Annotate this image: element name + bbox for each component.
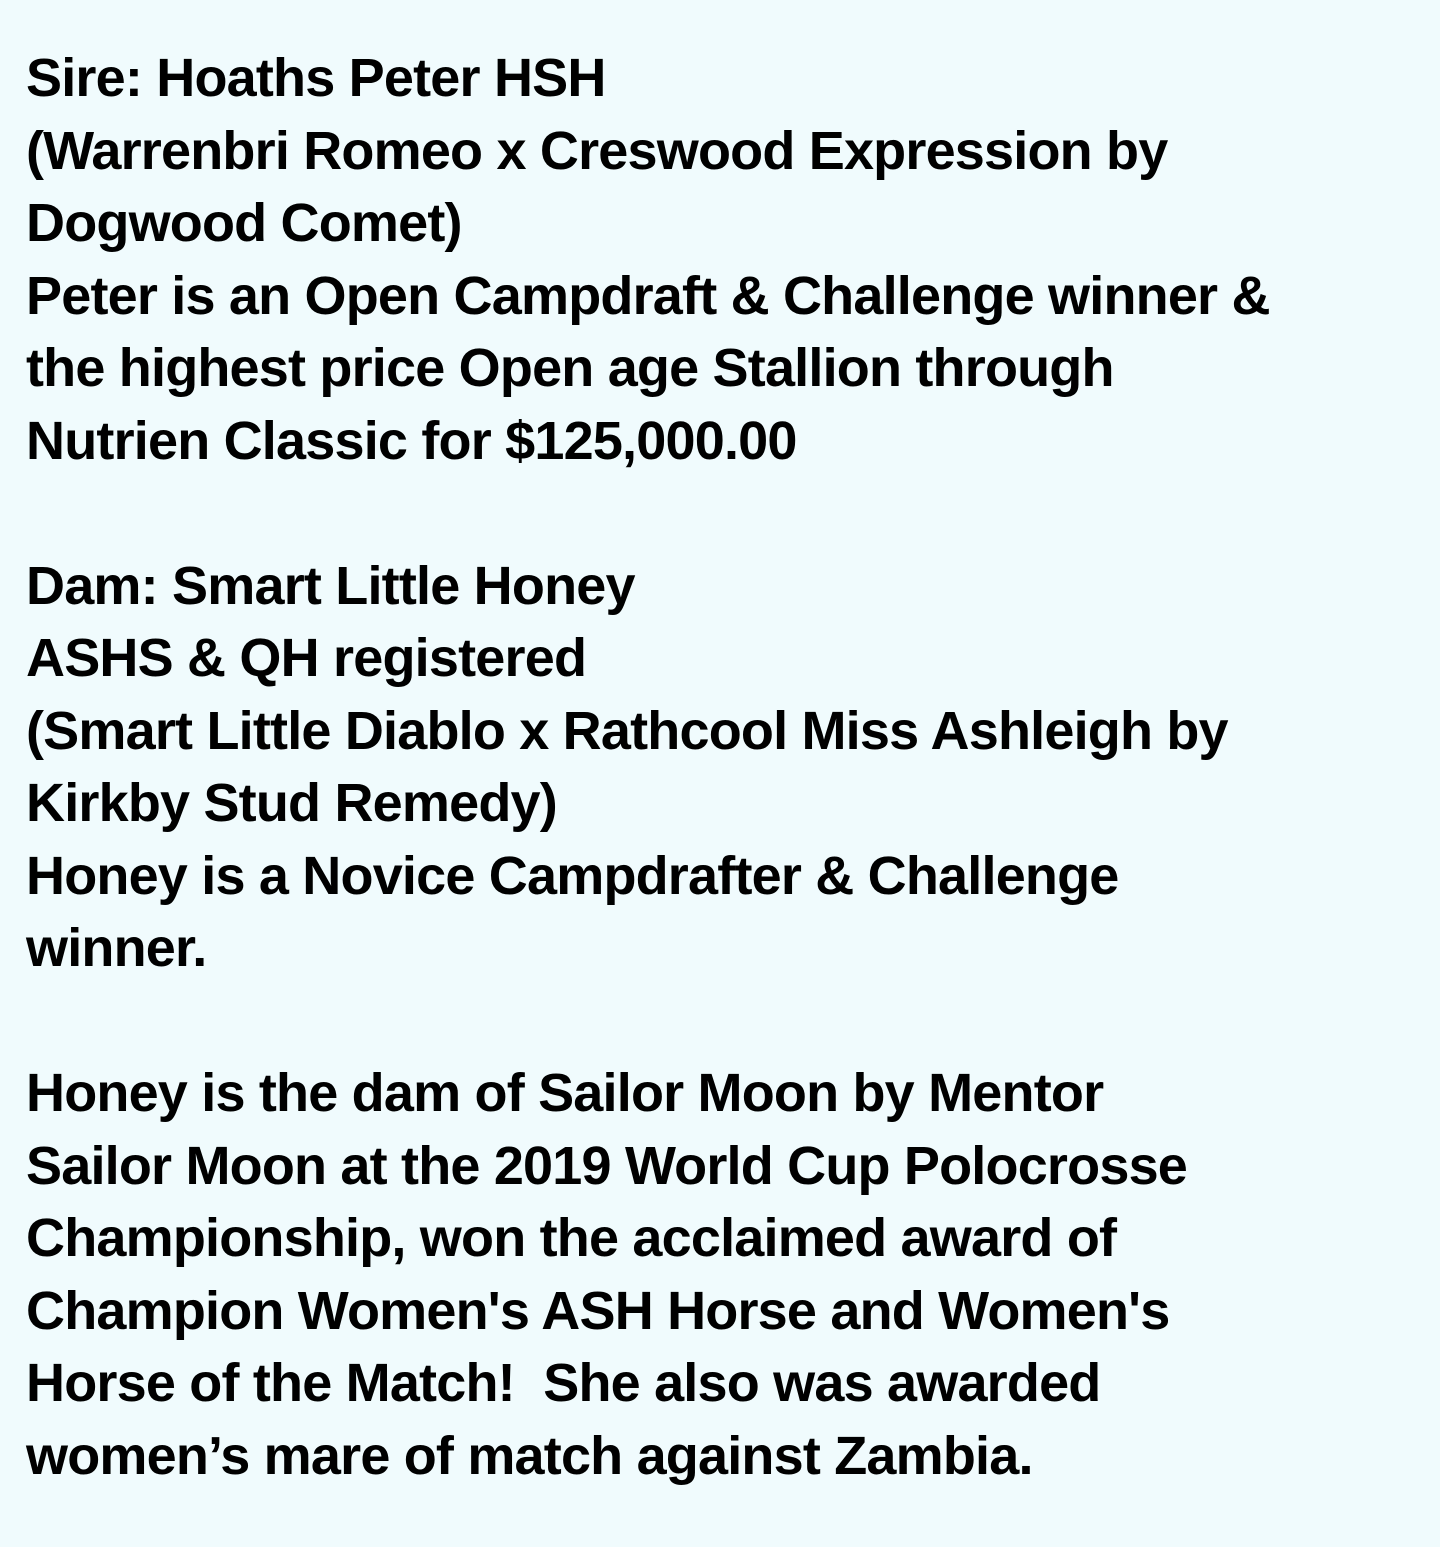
pedigree-note bbox=[26, 42, 1426, 1492]
dam-pedigree-line: Kirkby Stud Remedy) bbox=[26, 773, 557, 833]
sire-description-line: Peter is an Open Campdraft & Challenge winner & bbox=[26, 265, 1270, 326]
dam-section bbox=[26, 550, 1426, 985]
progeny-line: Champion Women's ASH Horse and Women's bbox=[26, 1280, 1170, 1341]
dam-heading: Dam: Smart Little Honey bbox=[26, 555, 635, 616]
sire-heading: Sire: Hoaths Peter HSH bbox=[26, 48, 606, 108]
paragraph-spacer bbox=[26, 985, 1426, 1058]
sire-description-line: the highest price Open age Stallion through bbox=[26, 338, 1114, 398]
sire-description-line: Nutrien Classic for $125,000.00 bbox=[26, 410, 797, 471]
progeny-line: women’s mare of match against Zambia. bbox=[26, 1425, 1033, 1486]
dam-description-line: winner. bbox=[26, 918, 207, 978]
progeny-line: Championship, won the acclaimed award of bbox=[26, 1208, 1117, 1268]
dam-description-line: Honey is a Novice Campdrafter & Challenge bbox=[26, 845, 1119, 906]
progeny-section bbox=[26, 1057, 1426, 1492]
sire-pedigree-line: (Warrenbri Romeo x Creswood Expression by bbox=[26, 120, 1168, 181]
sire-section bbox=[26, 42, 1426, 477]
sire-pedigree-line: Dogwood Comet) bbox=[26, 193, 462, 253]
progeny-line: Sailor Moon at the 2019 World Cup Polocrosse bbox=[26, 1135, 1188, 1196]
paragraph-spacer bbox=[26, 477, 1426, 550]
progeny-line: Honey is the dam of Sailor Moon by Mentor bbox=[26, 1063, 1104, 1123]
dam-registration: ASHS & QH registered bbox=[26, 628, 587, 688]
dam-pedigree-line: (Smart Little Diablo x Rathcool Miss Ashleigh by bbox=[26, 700, 1228, 761]
progeny-line: Horse of the Match! She also was awarded bbox=[26, 1353, 1101, 1413]
